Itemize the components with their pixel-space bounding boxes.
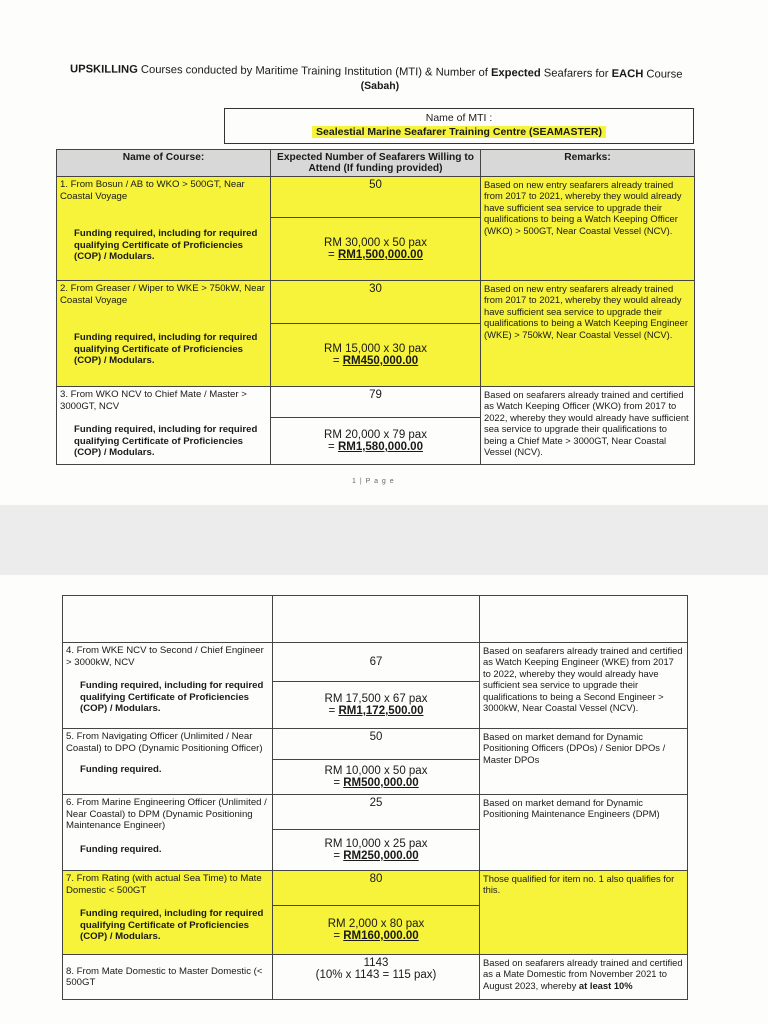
document-page-1: [0, 0, 768, 505]
course-cell: 8. From Mate Domestic to Master Domestic (< 500GT: [63, 955, 273, 1000]
cost-cell: RM 2,000 x 80 pax = RM160,000.00: [273, 906, 480, 955]
expected-count: 30: [271, 281, 481, 324]
table-row: [63, 871, 688, 906]
remarks-cell: Based on seafarers already trained and certified as a Mate Domestic from November 2021 to August 2023, whereby at least 10%: [480, 955, 688, 1000]
course-cell: 4. From WKE NCV to Second / Chief Engineer > 3000kW, NCV Funding required, including for required qualifying Certificate of Proficiencies (COP) / Modulars.: [63, 643, 273, 729]
funding-note: Funding required.: [80, 764, 162, 775]
region-label: (Sabah): [360, 79, 400, 93]
courses-table-page-1: [56, 149, 695, 465]
expected-count: 1143 (10% x 1143 = 115 pax): [273, 955, 480, 1000]
course-cell: 2. From Greaser / Wiper to WKE > 750kW, Near Coastal Voyage Funding required, including for required qualifying Certificate of Proficiencies (COP) / Modulars.: [57, 281, 271, 387]
total-amount: RM500,000.00: [343, 777, 419, 789]
funding-note: Funding required, including for required qualifying Certificate of Proficiencies (COP) / Modulars.: [74, 228, 258, 263]
total-amount: RM450,000.00: [342, 355, 419, 367]
mti-box: [224, 108, 694, 144]
table-row: [57, 281, 695, 324]
cost-cell: RM 20,000 x 79 pax = RM1,580,000.00: [271, 418, 481, 465]
document-page-2: [0, 575, 768, 1024]
remarks-cell: Based on market demand for Dynamic Positioning Maintenance Engineers (DPM): [480, 795, 688, 871]
course-cell: 5. From Navigating Officer (Unlimited / Near Coastal) to DPO (Dynamic Positioning Officer) Funding required.: [63, 729, 273, 795]
column-header-remarks: Remarks:: [481, 150, 695, 177]
remarks-cell: Based on new entry seafarers already trained from 2017 to 2021, whereby they would already have sufficient sea service to upgrade their qualifications to being a Watch Keeping Engineer (WKE) > 750kW, Near Coastal Vessel (NCV).: [481, 281, 695, 387]
total-amount: RM1,172,500.00: [338, 705, 424, 717]
course-cell: 6. From Marine Engineering Officer (Unlimited / Near Coastal) to DPM (Dynamic Positioning Maintenance Engineer) Funding required.: [63, 795, 273, 871]
table-row: [63, 643, 688, 682]
column-header-course: Name of Course:: [57, 150, 271, 177]
course-cell: 3. From WKO NCV to Chief Mate / Master > 3000GT, NCV Funding required, including for required qualifying Certificate of Proficiencies (COP) / Modulars.: [57, 387, 271, 465]
cost-cell: RM 10,000 x 50 pax = RM500,000.00: [273, 760, 480, 795]
table-row: [57, 177, 695, 218]
funding-note: Funding required, including for required qualifying Certificate of Proficiencies (COP) / Modulars.: [74, 424, 258, 459]
column-header-expected: Expected Number of Seafarers Willing to Attend (If funding provided): [271, 150, 481, 177]
funding-note: Funding required.: [80, 843, 162, 855]
page-number: 1 | P a g e: [352, 478, 395, 485]
funding-note: Funding required, including for required qualifying Certificate of Proficiencies (COP) / Modulars.: [74, 332, 258, 367]
table-header-row: [57, 150, 695, 177]
table-row: [63, 955, 688, 1000]
funding-note: Funding required, including for required qualifying Certificate of Proficiencies (COP) / Modulars.: [80, 680, 264, 715]
funding-note: Funding required, including for required qualifying Certificate of Proficiencies (COP) / Modulars.: [80, 908, 264, 943]
remarks-cell: Those qualified for item no. 1 also qualifies for this.: [480, 871, 688, 955]
mti-name: Sealestial Marine Seafarer Training Centre (SEAMASTER): [312, 126, 606, 138]
total-amount: RM250,000.00: [343, 850, 419, 862]
total-amount: RM160,000.00: [343, 930, 419, 942]
remarks-cell: Based on market demand for Dynamic Positioning Officers (DPOs) / Senior DPOs / Master DPOs: [480, 729, 688, 795]
cost-cell: RM 15,000 x 30 pax = RM450,000.00: [271, 324, 481, 387]
empty-header-row: [63, 596, 688, 643]
expected-count: 25: [273, 795, 480, 830]
cost-cell: RM 30,000 x 50 pax = RM1,500,000.00: [271, 218, 481, 281]
cost-cell: RM 10,000 x 25 pax = RM250,000.00: [273, 830, 480, 871]
expected-count: 79: [271, 387, 481, 418]
course-cell: 7. From Rating (with actual Sea Time) to Mate Domestic < 500GT Funding required, including for required qualifying Certificate of Proficiencies (COP) / Modulars.: [63, 871, 273, 955]
remarks-cell: Based on seafarers already trained and certified as Watch Keeping Engineer (WKE) from 2017 to 2022, whereby they would already have sufficient sea service to upgrade their qualifications to being a Second Engineer > 3000kW, Near Coastal Vessel (NCV).: [480, 643, 688, 729]
expected-count: 80: [273, 871, 480, 906]
table-row: [63, 795, 688, 830]
courses-table-page-2: [62, 595, 688, 1000]
total-amount: RM1,500,000.00: [337, 249, 423, 261]
remarks-cell: Based on new entry seafarers already trained from 2017 to 2021, whereby they would already have sufficient sea service to upgrade their qualifications to being a Watch Keeping Officer (WKO) > 500GT, Near Coastal Vessel (NCV).: [481, 177, 695, 281]
expected-count: 50: [271, 177, 481, 218]
cost-cell: RM 17,500 x 67 pax = RM1,172,500.00: [273, 682, 480, 729]
expected-count: 50: [273, 729, 480, 760]
total-amount: RM1,580,000.00: [337, 441, 423, 453]
remarks-cell: Based on seafarers already trained and certified as Watch Keeping Officer (WKO) from 2017 to 2022, whereby they would already have sufficient sea service to upgrade their qualifications to being a Chief Mate > 3000GT, Near Coastal Vessel (NCV).: [481, 387, 695, 465]
mti-label: Name of MTI :: [425, 112, 493, 124]
expected-count: 67: [273, 643, 480, 682]
course-cell: 1. From Bosun / AB to WKO > 500GT, Near Coastal Voyage Funding required, including for required qualifying Certificate of Proficiencies (COP) / Modulars.: [57, 177, 271, 281]
page-gap: [0, 505, 768, 575]
document-title: UPSKILLING Courses conducted by Maritime Training Institution (MTI) & Number of Expected Seafarers for EACH Course (Sabah): [70, 63, 690, 94]
table-row: [63, 729, 688, 760]
table-row: [57, 387, 695, 418]
